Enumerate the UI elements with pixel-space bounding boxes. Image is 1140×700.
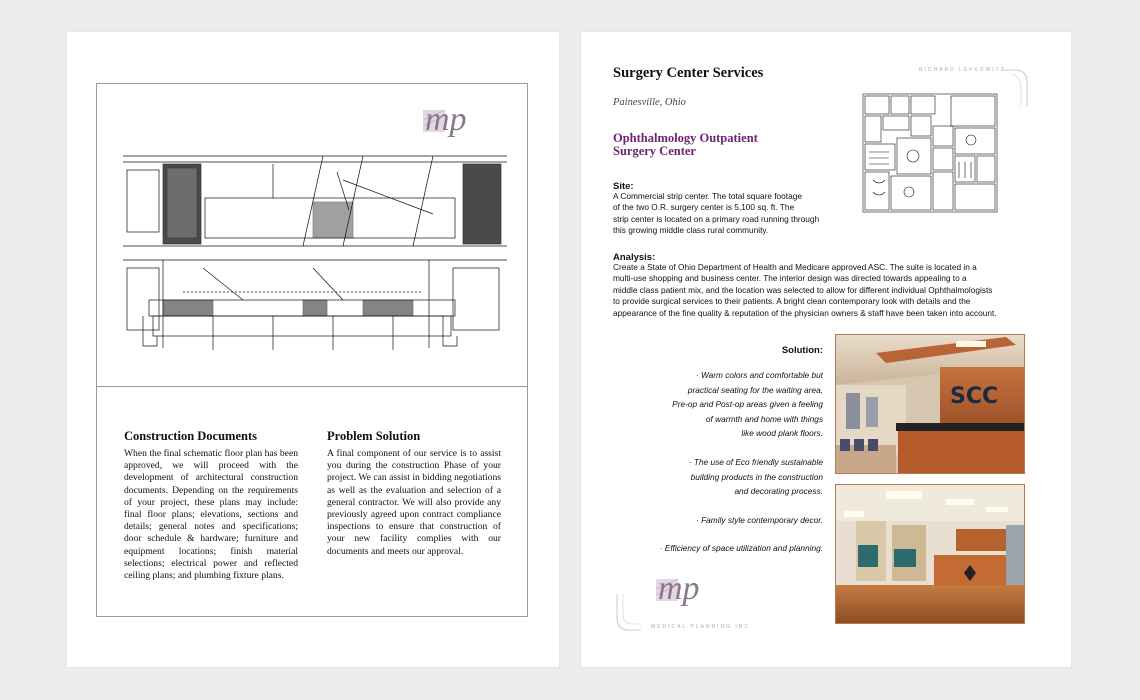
location: Painesville, Ohio xyxy=(613,97,686,108)
solution-bullet-1 xyxy=(623,368,823,441)
site-heading: Site: xyxy=(613,181,634,192)
bullet-line: Pre-op and Post-op areas given a feeling xyxy=(672,399,823,410)
solution-bullet-3 xyxy=(623,513,823,528)
analysis-line: appearance of the fine quality & reputation of the physician owners & staff have been taken into account. xyxy=(613,307,997,318)
floor-plan-drawing xyxy=(861,92,1001,217)
corner-ornament-top xyxy=(1001,68,1031,108)
brand-name-top: RICHARD LEFKOWITZ xyxy=(919,67,1006,73)
analysis-text xyxy=(613,262,997,319)
bullet-line: · Warm colors and comfortable but xyxy=(695,370,823,380)
scc-sign: SCC xyxy=(950,384,999,409)
brand-name-bottom: MEDICAL PLANNING INC xyxy=(651,624,750,630)
pre-op-area-photo xyxy=(835,484,1025,624)
solution-bullet-4 xyxy=(623,541,823,556)
site-line: strip center is located on a primary road running through xyxy=(613,213,820,224)
bullet-line: building products in the construction xyxy=(690,471,823,482)
subtitle-line-1: Ophthalmology Outpatient xyxy=(613,131,758,145)
bullet-line: · Efficiency of space utilization and planning. xyxy=(659,543,823,553)
site-line: this growing middle class rural community. xyxy=(613,225,769,236)
bullet-line: and decorating process. xyxy=(734,486,823,497)
elevation-drawing xyxy=(123,150,507,356)
subtitle-line-2: Surgery Center xyxy=(613,144,696,158)
left-page xyxy=(67,32,559,667)
analysis-line: middle class patient mix, and the location was selected to allow for different individual Ophthalmologists xyxy=(613,284,993,295)
page-title: Surgery Center Services xyxy=(613,65,764,81)
right-page xyxy=(581,32,1071,667)
mp-logo xyxy=(421,96,493,140)
mp-logo xyxy=(654,565,726,609)
construction-documents-title: Construction Documents xyxy=(124,429,257,443)
bullet-line: of warmth and home with things xyxy=(705,413,823,424)
analysis-line: to provide surgical services to their patients. A bright clean contemporary look with details and the xyxy=(613,296,971,307)
bullet-line: · The use of Eco friendly sustainable xyxy=(688,457,823,467)
problem-solution-title: Problem Solution xyxy=(327,429,421,443)
waiting-area-photo xyxy=(835,334,1025,474)
analysis-line: multi-use shopping and business center. The interior design was directed towards appealing to a xyxy=(613,273,967,284)
logo-text: mp xyxy=(425,101,467,138)
corner-ornament-bottom xyxy=(613,592,643,632)
bullet-line: like wood plank floors. xyxy=(741,428,823,439)
project-subtitle xyxy=(613,132,833,158)
site-line: A Commercial strip center. The total square footage xyxy=(613,191,802,201)
bullet-line: · Family style contemporary decor. xyxy=(696,515,823,525)
content-frame xyxy=(96,83,528,617)
solution-bullet-2 xyxy=(623,455,823,499)
analysis-heading: Analysis: xyxy=(613,252,656,263)
site-text xyxy=(613,191,819,237)
construction-documents-text: When the final schematic floor plan has been approved, we will proceed with the development of architectural construction documents. Depending on the requirements of your project, these plans may include: final floor plans; elevations, sections and details; general notes and specifications; door schedule & hardware; furniture and equipment locations; finish material selections; electrical power and reflected ceiling plans; and plumbing fixture plans. xyxy=(124,448,298,582)
logo-text: mp xyxy=(658,570,700,607)
problem-solution-text: A final component of our service is to assist you during the construction Phase of your project. We can assist in bidding negotiations as well as the evaluation and selection of a general contractor. We will also provide any previously agreed upon contract compliance inspections to ensure that construction of your new facility complies with our documents and meets our approval. xyxy=(327,448,501,557)
bullet-line: practical seating for the waiting area, xyxy=(687,384,823,395)
frame-divider xyxy=(97,386,527,387)
analysis-line: Create a State of Ohio Department of Health and Medicare approved ASC. The suite is located in a xyxy=(613,262,977,272)
site-line: of the two O.R. surgery center is 5,100 sq. ft. The xyxy=(613,202,795,213)
solution-heading: Solution: xyxy=(781,345,823,356)
